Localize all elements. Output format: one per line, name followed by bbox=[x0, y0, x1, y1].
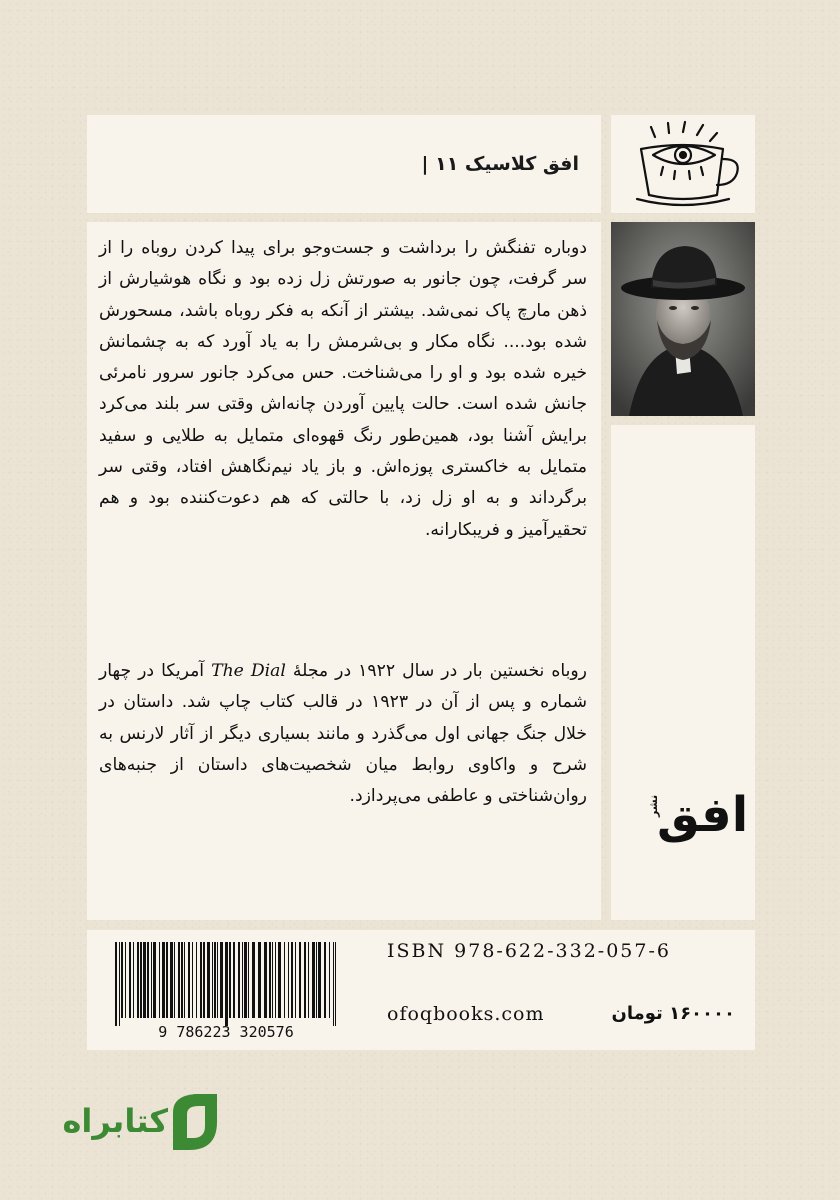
barcode-bar bbox=[238, 942, 240, 1018]
barcode-panel bbox=[87, 930, 755, 1050]
barcode-bar bbox=[129, 942, 131, 1018]
barcode-bar bbox=[248, 942, 249, 1018]
barcode-bar bbox=[214, 942, 216, 1018]
barcode-bar bbox=[159, 942, 160, 1018]
excerpt-paragraph: دوباره تفنگش را برداشت و جست‌وجو برای پیدا کردن روباه را از سر گرفت، چون جانور به صورتش زل زده بود و نگاه هوشیارش از ذهن مارچ پاک نمی‌شد. بیشتر از آنکه به فکر روباه باشد، مسحورش شده بود.... نگاه مکار و بی‌شرمش را به یاد آورد که به چشمانش خیره شده بود و او را می‌شناخت. حس می‌کرد جانور سرور نامرئی جانش شده است. حالت پایین آوردن چانه‌اش وقتی سر بلند می‌کرد برایش آشنا بود، همین‌طور رنگ قهوه‌ای متمایل به طلایی و سفید متمایل به خاکستری پوزه‌اش. و باز یاد نیم‌نگاهش افتاد، وقتی سر برگرداند و به او زل زد، با حالتی که هم دعوت‌کننده بود و هم تحقیرآمیز و فریبکارانه. bbox=[99, 238, 587, 540]
barcode-bar bbox=[153, 942, 156, 1018]
barcode-bar bbox=[207, 942, 210, 1018]
barcode-bar bbox=[196, 942, 197, 1018]
barcode-bar bbox=[304, 942, 306, 1018]
barcode-bar bbox=[203, 942, 205, 1018]
publisher-website: ofoqbooks.com bbox=[387, 1003, 545, 1025]
series-label: افق کلاسیک ۱۱ | bbox=[421, 153, 579, 175]
barcode-bar bbox=[184, 942, 185, 1018]
barcode-bar bbox=[233, 942, 235, 1018]
publisher-panel bbox=[611, 425, 755, 920]
about-text-start: روباه نخستین بار در سال ۱۹۲۲ در مجلهٔ bbox=[285, 661, 587, 681]
barcode-bar bbox=[181, 942, 183, 1018]
barcode-bar bbox=[242, 942, 243, 1018]
barcode-bar bbox=[291, 942, 293, 1018]
barcode-bar bbox=[295, 942, 296, 1018]
barcode-bar bbox=[316, 942, 317, 1018]
barcode-bar bbox=[333, 942, 334, 1026]
barcode-bar bbox=[329, 942, 330, 1018]
barcode-bar bbox=[269, 942, 271, 1018]
magazine-title: The Dial bbox=[211, 661, 286, 681]
barcode-bar bbox=[264, 942, 267, 1018]
barcode-bar bbox=[137, 942, 139, 1018]
barcode-bar bbox=[312, 942, 315, 1018]
barcode-bar bbox=[119, 942, 120, 1026]
barcode-bar bbox=[335, 942, 336, 1026]
author-portrait-image bbox=[611, 222, 755, 416]
barcode-bar bbox=[140, 942, 142, 1018]
barcode-bar bbox=[200, 942, 202, 1018]
barcode-bar bbox=[318, 942, 321, 1018]
barcode-bar bbox=[272, 942, 273, 1018]
barcode-bar bbox=[308, 942, 309, 1018]
barcode-bar bbox=[288, 942, 289, 1018]
store-name: کتابراه bbox=[62, 1102, 168, 1140]
barcode-bar bbox=[178, 942, 180, 1018]
barcode-bar bbox=[192, 942, 193, 1018]
barcode-bar bbox=[229, 942, 231, 1018]
about-text-end: آمریکا در چهار شماره و پس از آن در ۱۹۲۳ در قالب کتاب چاپ شد. داستان در خلال جنگ جهانی اول می‌گذرد و مانند بسیاری دیگر از آثار لارنس به شرح و واکاوی روابط میان شخصیت‌های داستان از جنبه‌های روان‌شناختی و عاطفی می‌پردازد. bbox=[99, 661, 587, 807]
publisher-logo-text: افق bbox=[657, 787, 749, 843]
barcode-bar bbox=[258, 942, 261, 1018]
barcode-image bbox=[101, 940, 351, 1040]
barcode-bar bbox=[212, 942, 213, 1018]
eye-cup-icon bbox=[611, 115, 755, 213]
barcode-bar bbox=[252, 942, 255, 1018]
logo-panel bbox=[611, 115, 755, 213]
publisher-label: نشر bbox=[647, 794, 660, 817]
barcode-bar bbox=[244, 942, 247, 1018]
barcode-bar bbox=[147, 942, 149, 1018]
barcode-bar bbox=[299, 942, 301, 1018]
barcode-bar bbox=[133, 942, 134, 1018]
isbn-number: ISBN 978-622-332-057-6 bbox=[387, 940, 671, 962]
barcode-bar bbox=[121, 942, 123, 1018]
author-photo bbox=[611, 222, 755, 416]
barcode-bar bbox=[174, 942, 175, 1018]
about-paragraph bbox=[99, 656, 587, 812]
series-header bbox=[87, 115, 601, 213]
store-logo bbox=[43, 1090, 223, 1158]
barcode-bar bbox=[220, 942, 223, 1018]
barcode-bar bbox=[217, 942, 218, 1018]
barcode-bar bbox=[278, 942, 281, 1018]
barcode-bar bbox=[188, 942, 190, 1018]
barcode-bar bbox=[162, 942, 165, 1018]
barcode-bar bbox=[225, 942, 228, 1026]
description-panel bbox=[87, 222, 601, 920]
leaf-book-icon bbox=[169, 1092, 221, 1152]
barcode-bar bbox=[170, 942, 173, 1018]
barcode-bar bbox=[324, 942, 326, 1018]
barcode-bar bbox=[115, 942, 117, 1026]
barcode-bar bbox=[284, 942, 285, 1018]
barcode-bar bbox=[151, 942, 152, 1018]
price: ۱۶۰۰۰۰ تومان bbox=[611, 1003, 735, 1024]
barcode-bar bbox=[143, 942, 146, 1018]
barcode-bar bbox=[125, 942, 126, 1018]
barcode-digits: 9 786223 320576 bbox=[158, 1023, 294, 1040]
barcode-bar bbox=[166, 942, 168, 1018]
barcode-bar bbox=[275, 942, 276, 1018]
